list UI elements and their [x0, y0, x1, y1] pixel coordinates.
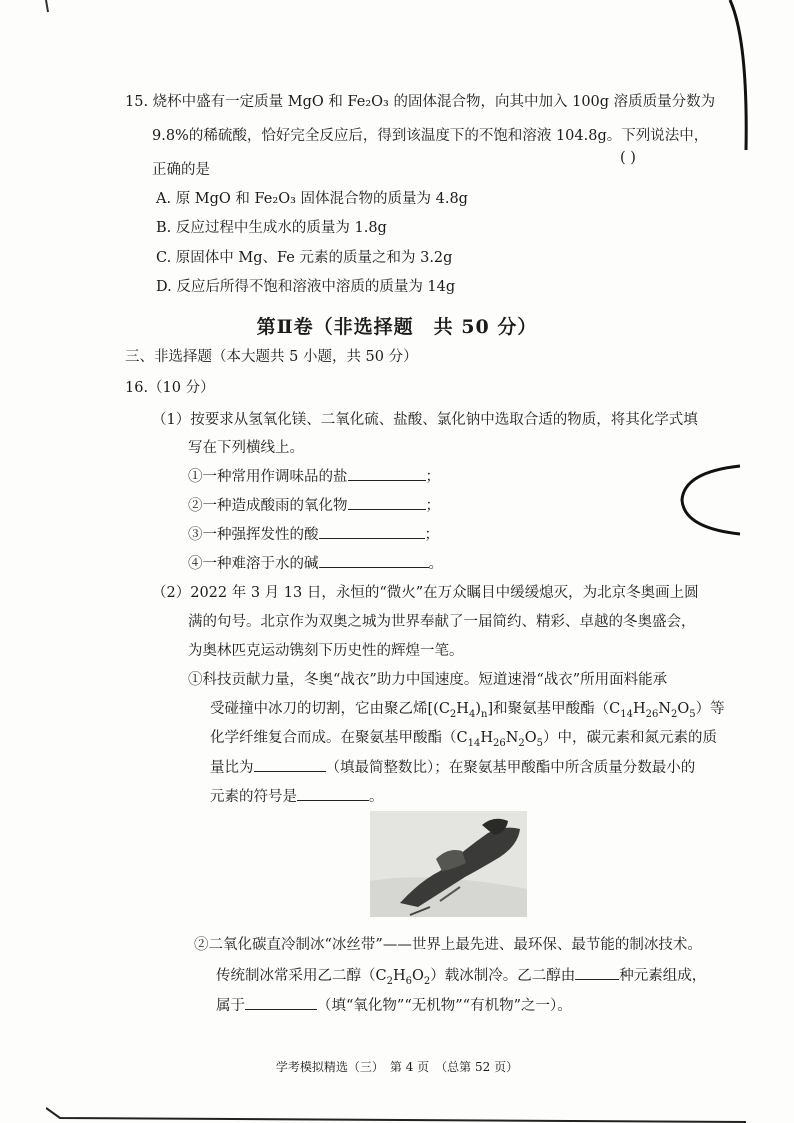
text-run: ]和聚氨基甲酸酯（C: [487, 701, 621, 717]
q16-item-2-end: ；: [425, 498, 440, 514]
q16-part1-line1: （1）按要求从氢氧化镁、二氧化硫、盐酸、氯化钠中选取合适的物质，将其化学式填: [152, 412, 698, 428]
subscript: 14: [467, 737, 481, 749]
subscript: n: [481, 708, 488, 720]
q16-sub1-line5: [210, 786, 384, 807]
scan-edge-right: [726, 0, 756, 160]
subscript: 2: [423, 975, 431, 987]
q16-item-1-blank[interactable]: [348, 466, 426, 481]
subscript: 26: [492, 737, 506, 749]
q16-heading: 16.（10 分）: [125, 380, 215, 396]
subscript: 6: [405, 975, 412, 987]
section-2-title: 第Ⅱ卷（非选择题 共 50 分）: [256, 316, 538, 338]
text-run: H: [480, 730, 493, 746]
scan-edge-bottom: [46, 1106, 746, 1123]
text-run: 。: [369, 789, 384, 805]
text-run: 受碰撞中冰刀的切割，它由聚乙烯[(C: [210, 701, 450, 717]
q16-sub2-line2: [216, 965, 706, 986]
q15-option-a: A. 原 MgO 和 Fe₂O₃ 固体混合物的质量为 4.8g: [156, 191, 468, 207]
text-run: N: [505, 730, 519, 746]
q15-option-b: B. 反应过程中生成水的质量为 1.8g: [156, 220, 387, 236]
subscript: 5: [536, 737, 544, 749]
scan-edge-curve: [674, 462, 744, 542]
text-run: H: [632, 701, 646, 717]
text-run: ）等: [695, 701, 725, 717]
text-run: O: [524, 730, 537, 746]
q16-item-1-end: ；: [425, 469, 440, 485]
q16-item-4-text: ④一种难溶于水的碱: [188, 556, 319, 572]
q16-part2-line2: 满的句号。北京作为双奥之城为世界奉献了一届简约、精彩、卓越的冬奥盛会，: [188, 614, 696, 630]
text-run: 量比为: [210, 760, 254, 776]
text-run: N: [658, 701, 672, 717]
q16-item-3: [188, 524, 439, 545]
text-run: O: [677, 701, 690, 717]
subscript: 2: [386, 975, 393, 987]
scan-mark-top: [42, 0, 52, 14]
q16-part2-line1: （2）2022 年 3 月 13 日，永恒的“微火”在万众瞩目中缓缓熄灭，为北京冬奥画上圆: [152, 585, 699, 601]
q16-item-2-blank[interactable]: [348, 495, 426, 510]
q16-item-4: [188, 553, 443, 574]
q16-sub2-line1: ②二氧化碳直冷制冰“冰丝带”——世界上最先进、最环保、最节能的制冰技术。: [194, 937, 702, 953]
q16-item-4-end: 。: [428, 556, 443, 572]
q16-item-3-blank[interactable]: [319, 524, 425, 539]
text-run: ）载冰制冷。乙二醇由: [430, 968, 576, 984]
q16-item-1-text: ①一种常用作调味品的盐: [188, 469, 348, 485]
q15-option-d: D. 反应后所得不饱和溶液中溶质的质量为 14g: [156, 279, 456, 295]
q16-sub1-line3: [210, 728, 717, 748]
subscript: 2: [671, 708, 678, 720]
q16-item-3-text: ③一种强挥发性的酸: [188, 527, 319, 543]
text-run: （填“氧化物”“无机物”“有机物”之一）。: [317, 998, 572, 1014]
text-run: （填最简整数比）；在聚氨基甲酸酯中所含质量分数最小的: [325, 760, 696, 776]
text-run: 属于: [216, 998, 245, 1014]
text-run: 传统制冰常采用乙二醇（C: [216, 968, 387, 984]
part-3-heading: 三、非选择题（本大题共 5 小题，共 50 分）: [125, 349, 418, 365]
q16-element-count-blank[interactable]: [575, 965, 619, 980]
page-footer: 学考模拟精选（三） 第 4 页 （总第 52 页）: [275, 1060, 519, 1074]
subscript: 26: [645, 708, 659, 720]
q16-item-2: [188, 495, 440, 516]
q15-stem-line2: 9.8%的稀硫酸，恰好完全反应后，得到该温度下的不饱和溶液 104.8g。下列说法中，: [152, 128, 709, 144]
skater-photo: [370, 811, 527, 917]
text-run: 化学纤维复合而成。在聚氨基甲酸酯（C: [210, 730, 468, 746]
q16-category-blank[interactable]: [245, 995, 317, 1010]
q16-item-1: [188, 466, 440, 487]
q16-sub1-line4: [210, 757, 695, 778]
q16-sub1-line1: ①科技贡献力量，冬奥“战衣”助力中国速度。短道速滑“战衣”所用面料能承: [188, 672, 668, 688]
text-run: O: [412, 968, 424, 984]
q15-stem-line1: 15. 烧杯中盛有一定质量 MgO 和 Fe₂O₃ 的固体混合物，向其中加入 100g 溶质质量分数为: [125, 94, 716, 110]
subscript: 14: [620, 708, 633, 720]
subscript: 2: [518, 737, 525, 749]
q15-stem-line3: 正确的是: [152, 162, 210, 178]
q16-sub1-line2: [210, 699, 725, 719]
q15-option-c: C. 原固体中 Mg、Fe 元素的质量之和为 3.2g: [156, 250, 453, 266]
subscript: 4: [468, 708, 476, 720]
subscript: 5: [689, 708, 696, 720]
text-run: 元素的符号是: [210, 789, 297, 805]
skater-photo-drawing: [370, 811, 527, 917]
q16-part1-line2: 写在下列横线上。: [188, 440, 304, 456]
text-run: H: [392, 968, 406, 984]
text-run: 种元素组成，: [619, 968, 707, 984]
q16-item-2-text: ②一种造成酸雨的氧化物: [188, 498, 348, 514]
q16-item-4-blank[interactable]: [319, 553, 429, 568]
text-run: ）中，碳元素和氮元素的质: [543, 730, 718, 746]
q16-sub2-line3: [216, 995, 572, 1016]
q15-answer-paren[interactable]: ( ): [620, 150, 636, 166]
text-run: ): [475, 701, 481, 717]
subscript: 2: [449, 708, 457, 720]
q16-part2-line3: 为奥林匹克运动镌刻下历史性的辉煌一笔。: [188, 643, 464, 659]
q16-ratio-blank[interactable]: [254, 757, 326, 772]
q16-symbol-blank[interactable]: [297, 786, 369, 801]
text-run: H: [456, 701, 469, 717]
q16-item-3-end: ；: [424, 527, 439, 543]
